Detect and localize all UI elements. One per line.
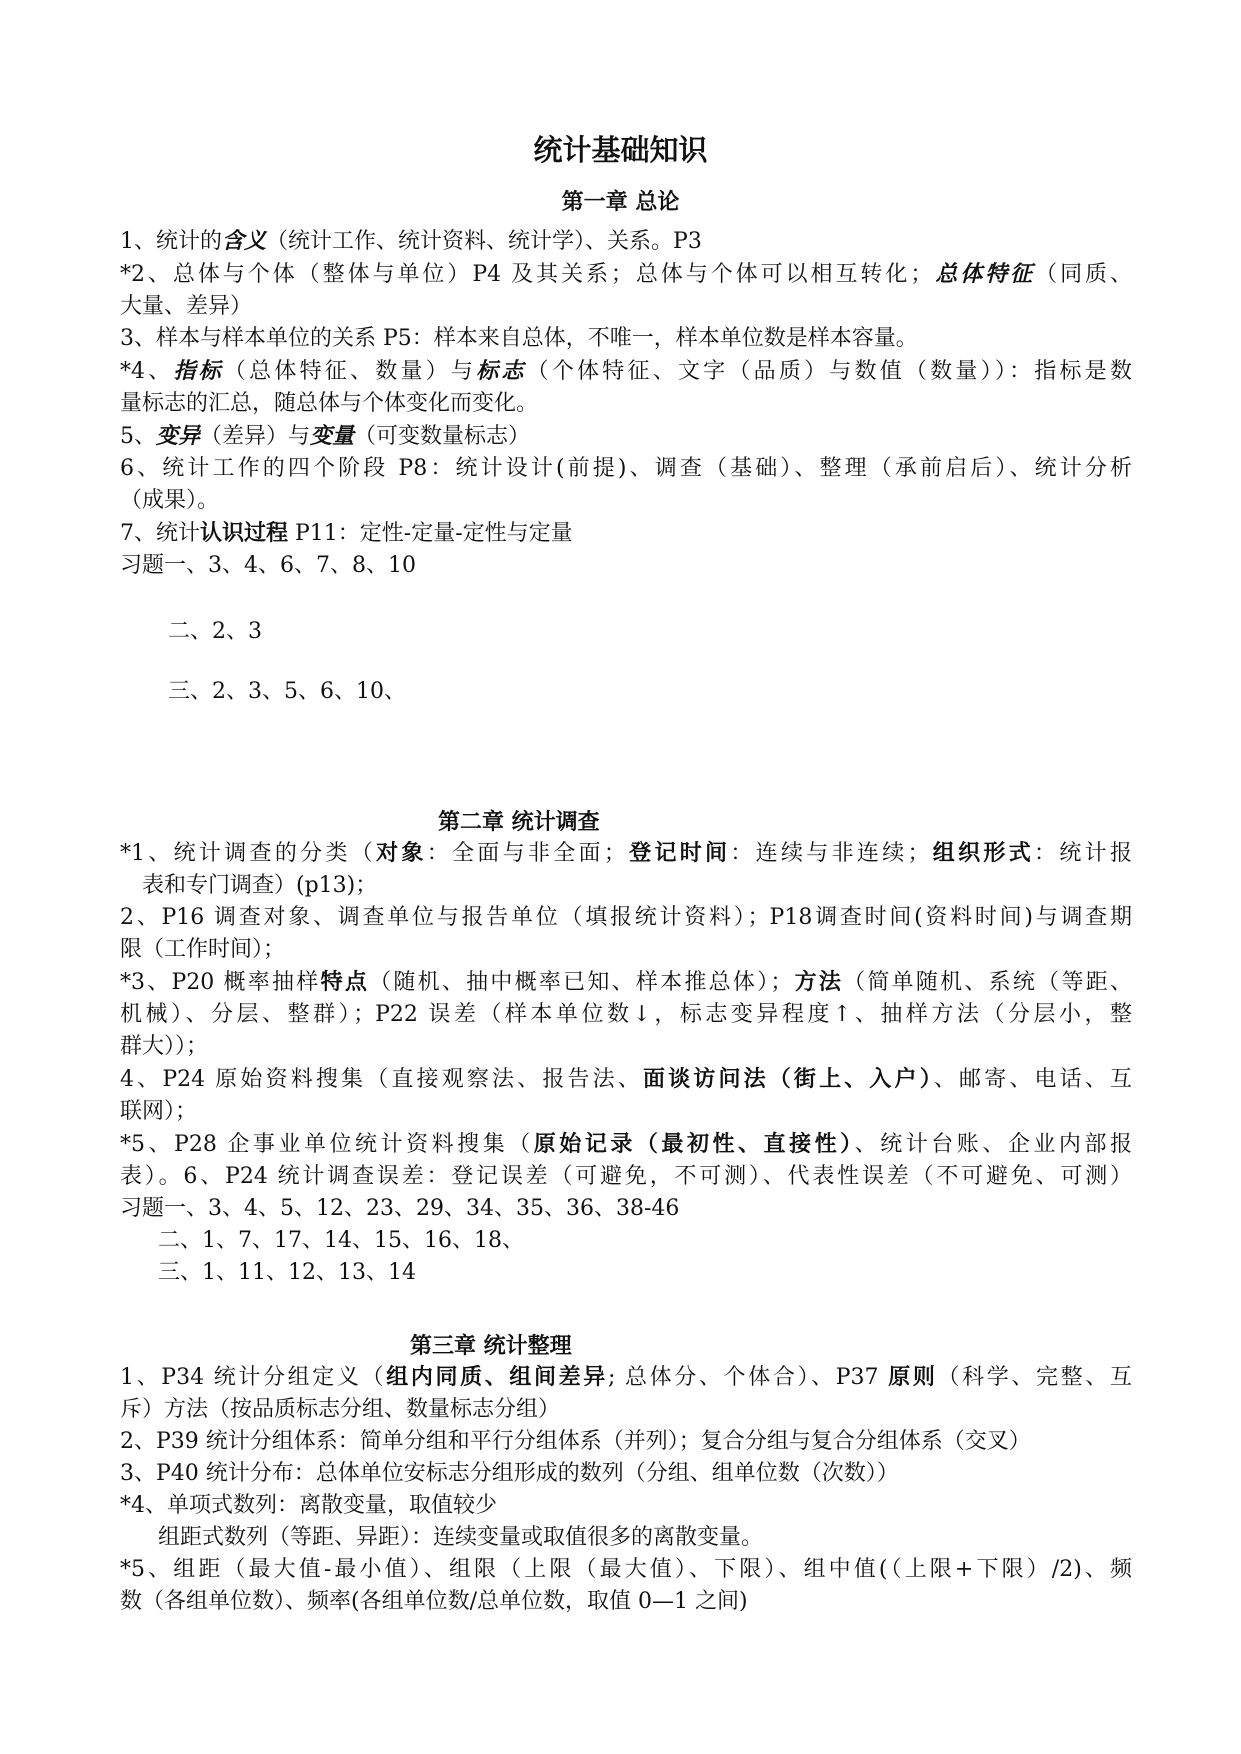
chapter-2-body: [120, 837, 1132, 1289]
chapter-3-heading: 第三章 统计整理: [410, 1333, 572, 1359]
ch2-item-5-cont: 表）。6、P24 统计调查误差：登记误差（可避免，不可测）、代表性误差（不可避免、可测）: [120, 1164, 1132, 1189]
ch3-item-4-cont: 组距式数列（等距、异距）：连续变量或取值很多的离散变量。: [158, 1525, 764, 1550]
document-title: 统计基础知识: [533, 133, 708, 167]
ch3-item-5-cont: 数（各组单位数）、频率(各组单位数/总单位数，取值 0—1 之间): [120, 1589, 748, 1614]
ch1-item-5: 5、变异（差异）与变量（可变数量标志）: [120, 423, 531, 449]
ch2-exercises-1: 习题一、3、4、5、12、23、29、34、35、36、38-46: [120, 1196, 680, 1221]
ch3-item-3: 3、P40 统计分布：总体单位安标志分组形成的数列（分组、组单位数（次数））: [120, 1461, 899, 1486]
ch1-item-4: *4、指标（总体特征、数量）与标志（个体特征、文字（品质）与数值（数量））：指标是数: [120, 358, 1132, 384]
ch1-item-2: *2、总体与个体（整体与单位）P4 及其关系；总体与个体可以相互转化；总体特征（同质、: [120, 261, 1132, 287]
ch2-exercises-2: 二、1、7、17、14、15、16、18、: [158, 1228, 524, 1253]
ch1-exercises-1: 习题一、3、4、6、7、8、10: [120, 553, 416, 578]
ch3-item-4: *4、单项式数列：离散变量，取值较少: [120, 1493, 497, 1518]
ch2-item-1-cont: 表和专门调查）(p13)；: [142, 873, 378, 898]
ch2-exercises-3: 三、1、11、12、13、14: [158, 1260, 416, 1285]
chapter-3-body: [120, 1361, 1132, 1618]
chapter-1-body: [120, 225, 1132, 582]
ch2-item-4-cont: 联网）；: [120, 1099, 198, 1124]
ch1-item-1: 1、统计的含义（统计工作、统计资料、统计学）、关系。P3: [120, 228, 702, 254]
ch2-item-2: 2、P16 调查对象、调查单位与报告单位（填报统计资料）；P18调查时间(资料时间)与调查期: [120, 905, 1132, 930]
ch3-item-2: 2、P39 统计分组体系：简单分组和平行分组体系（并列）；复合分组与复合分组体系（交叉）: [120, 1429, 1031, 1454]
ch3-item-1: 1、P34 统计分组定义（组内同质、组间差异; 总体分、个体合）、P37 原则（科学、完整、互: [120, 1364, 1132, 1390]
ch2-item-4: 4、P24 原始资料搜集（直接观察法、报告法、面谈访问法（街上、入户）、邮寄、电话、互: [120, 1066, 1132, 1092]
ch2-item-3: *3、P20 概率抽样特点（随机、抽中概率已知、样本推总体）；方法（简单随机、系统（等距、: [120, 969, 1132, 995]
ch1-item-4-cont: 量标志的汇总，随总体与个体变化而变化。: [120, 391, 539, 416]
chapter-2-heading: 第二章 统计调查: [438, 809, 600, 835]
ch3-item-5: *5、组距（最大值-最小值）、组限（上限（最大值）、下限）、组中值(（上限+下限）/2)、频: [120, 1557, 1132, 1582]
ch1-item-6-cont: （成果）。: [120, 488, 220, 513]
ch2-item-5: *5、P28 企事业单位统计资料搜集（原始记录（最初性、直接性）、统计台账、企业内部报: [120, 1131, 1132, 1157]
ch1-item-3: 3、样本与样本单位的关系 P5：样本来自总体，不唯一，样本单位数是样本容量。: [120, 326, 918, 351]
ch2-item-3-cont2: 群大））；: [120, 1034, 209, 1059]
ch1-exercises-2: 二、2、3: [168, 619, 262, 644]
ch2-item-3-cont: 机械）、分层、整群）；P22 误差（样本单位数↓，标志变异程度↑、抽样方法（分层小，整: [120, 1002, 1132, 1027]
ch1-item-7: 7、统计认识过程 P11：定性-定量-定性与定量: [120, 520, 573, 546]
ch1-item-2-cont: 大量、差异）: [120, 294, 253, 319]
ch2-item-2-cont: 限（工作时间）；: [120, 937, 286, 962]
chapter-1-heading: 第一章 总论: [561, 189, 680, 215]
ch2-item-1: *1、统计调查的分类（对象：全面与非全面；登记时间：连续与非连续；组织形式：统计报: [120, 840, 1132, 866]
ch1-exercises-3: 三、2、3、5、6、10、: [168, 679, 406, 704]
ch3-item-1-cont: 斥）方法（按品质标志分组、数量标志分组）: [120, 1397, 561, 1422]
ch1-item-6: 6、统计工作的四个阶段 P8：统计设计(前提)、调查（基础）、整理（承前启后）、统计分析: [120, 456, 1132, 481]
